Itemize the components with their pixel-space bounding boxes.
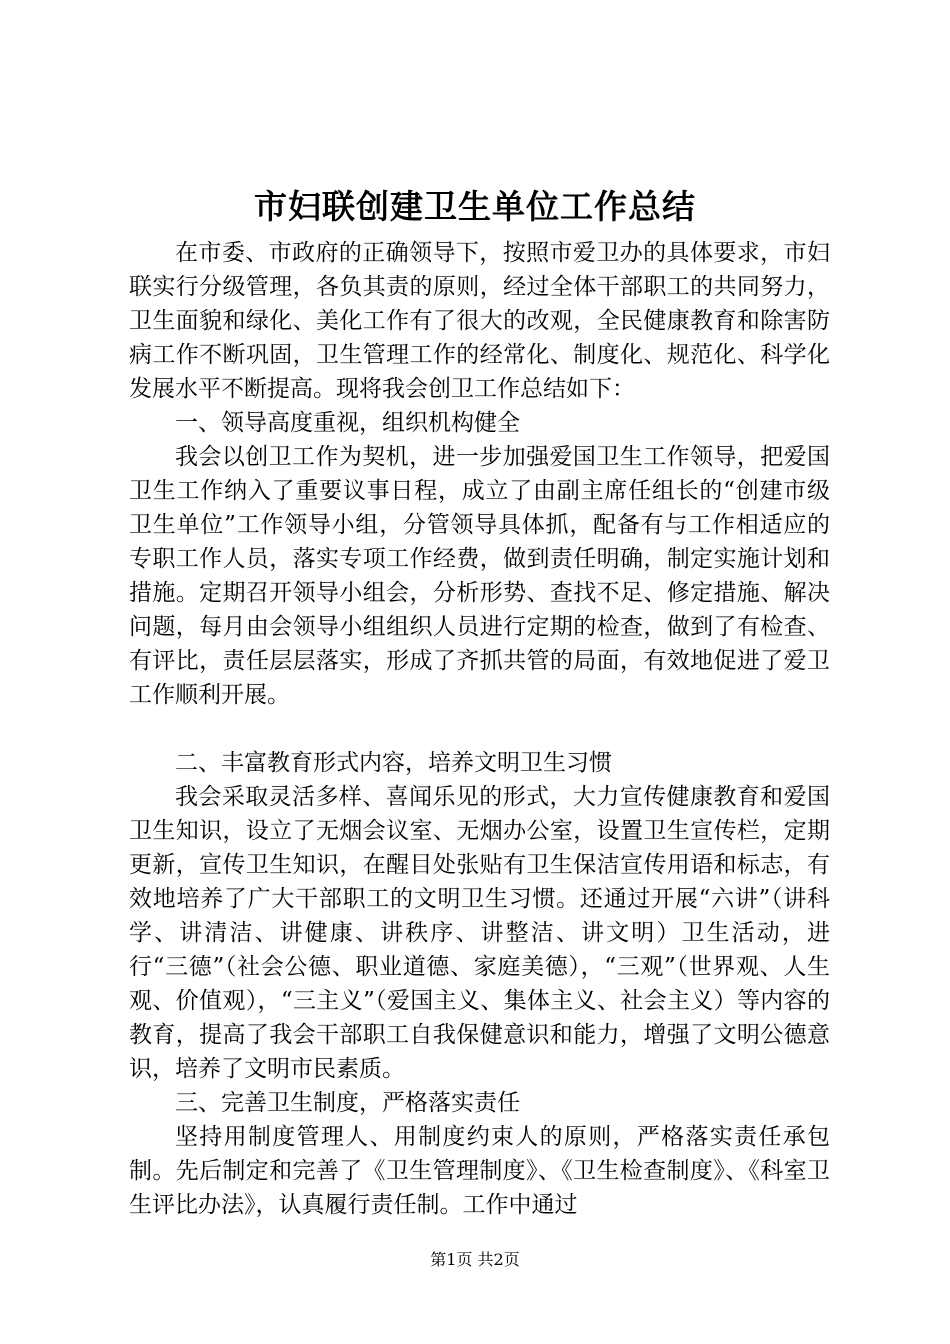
section-paragraph-3: 坚持用制度管理人、用制度约束人的原则，严格落实责任承包制。先后制定和完善了《卫生管理制度》、《卫生检查制度》、《科室卫生评比办法》，认真履行责任制。工作中通过 [129,1124,830,1218]
intro-paragraph: 在市委、市政府的正确领导下，按照市爱卫办的具体要求，市妇联实行分级管理，各负其责的原则，经过全体干部职工的共同努力，卫生面貌和绿化、美化工作有了很大的改观，全民健康教育和除害防病工作不断巩固，卫生管理工作的经常化、制度化、规范化、科学化发展水平不断提高。现将我会创卫工作总结如下： [129,240,830,402]
section-paragraph-2: 我会采取灵活多样、喜闻乐见的形式，大力宣传健康教育和爱国卫生知识，设立了无烟会议室、无烟办公室，设置卫生宣传栏，定期更新，宣传卫生知识，在醒目处张贴有卫生保洁宣传用语和标志，有效地培养了广大干部职工的文明卫生习惯。还通过开展“六讲”（讲科学、讲清洁、讲健康、讲秩序、讲整洁、讲文明）卫生活动，进行“三德”（社会公德、职业道德、家庭美德），“三观”（世界观、人生观、价值观），“三主义”（爱国主义、集体主义、社会主义）等内容的教育，提高了我会干部职工自我保健意识和能力，增强了文明公德意识，培养了文明市民素质。 [129,784,830,1082]
document-body [129,236,830,1222]
section-paragraph-1: 我会以创卫工作为契机，进一步加强爱国卫生工作领导，把爱国卫生工作纳入了重要议事日程，成立了由副主席任组长的“创建市级卫生单位”工作领导小组，分管领导具体抓，配备有与工作相适应的专职工作人员，落实专项工作经费，做到责任明确，制定实施计划和措施。定期召开领导小组会，分析形势、查找不足、修定措施、解决问题，每月由会领导小组组织人员进行定期的检查，做到了有检查、有评比，责任层层落实，形成了齐抓共管的局面，有效地促进了爱卫工作顺利开展。 [129,444,830,708]
section-heading-2: 二、丰富教育形式内容，培养文明卫生习惯 [175,750,612,776]
page-number: 第1页 共2页 [430,1250,520,1269]
document-title: 市妇联创建卫生单位工作总结 [254,187,696,226]
section-heading-3: 三、完善卫生制度，严格落实责任 [175,1090,520,1116]
section-heading-1: 一、领导高度重视，组织机构健全 [175,410,520,436]
